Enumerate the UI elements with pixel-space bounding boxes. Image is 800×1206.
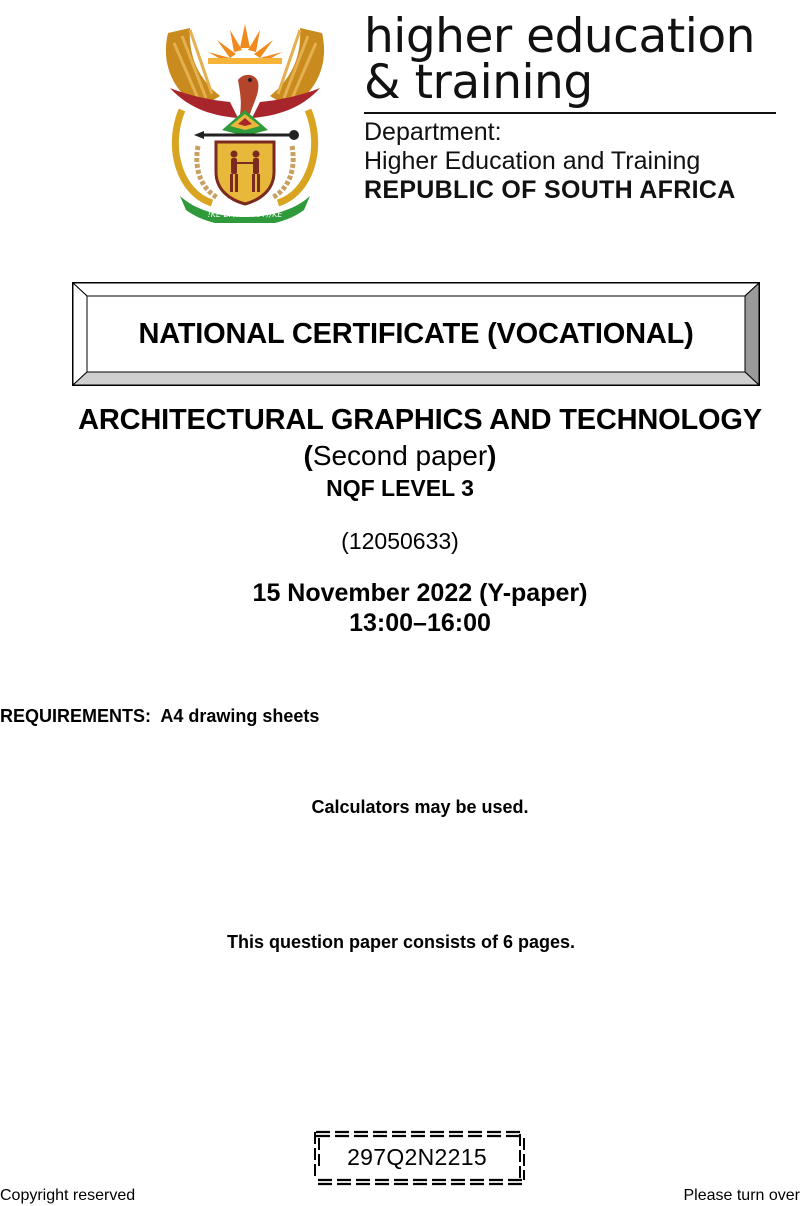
nqf-level: NQF LEVEL 3	[326, 475, 474, 501]
south-africa-coat-of-arms-icon	[160, 18, 330, 223]
paper-text: Second paper	[312, 440, 488, 471]
footer-copyright: Copyright reserved	[0, 1187, 136, 1204]
paper-open-paren: (	[303, 440, 313, 471]
paper-number	[0, 440, 800, 472]
brand-divider	[364, 112, 776, 114]
department-label: Department:	[364, 118, 502, 146]
certificate-title: NATIONAL CERTIFICATE (VOCATIONAL)	[138, 317, 694, 350]
paper-close-paren: )	[487, 440, 497, 471]
coat-of-arms-logo	[160, 18, 330, 223]
subject-title: ARCHITECTURAL GRAPHICS AND TECHNOLOGY	[78, 404, 762, 436]
exam-date: 15 November 2022 (Y-paper)	[252, 579, 588, 607]
reference-code-box	[312, 1128, 527, 1186]
reference-code: 297Q2N2215	[347, 1143, 487, 1170]
brand-line-1: higher education	[364, 9, 755, 64]
requirements: REQUIREMENTS: A4 drawing sheets	[0, 706, 320, 726]
country-name: REPUBLIC OF SOUTH AFRICA	[364, 176, 736, 204]
brand-line-2: & training	[364, 55, 593, 110]
footer-turn-over: Please turn over	[683, 1187, 800, 1204]
exam-time: 13:00–16:00	[349, 609, 491, 637]
subject-code: (12050633)	[341, 528, 459, 554]
calculator-note: Calculators may be used.	[311, 797, 529, 817]
page-count-note: This question paper consists of 6 pages.	[226, 932, 576, 952]
title-box	[72, 282, 760, 386]
motto-text: !KE E: /XARRA //KE	[207, 210, 283, 219]
department-name: Higher Education and Training	[364, 147, 701, 175]
